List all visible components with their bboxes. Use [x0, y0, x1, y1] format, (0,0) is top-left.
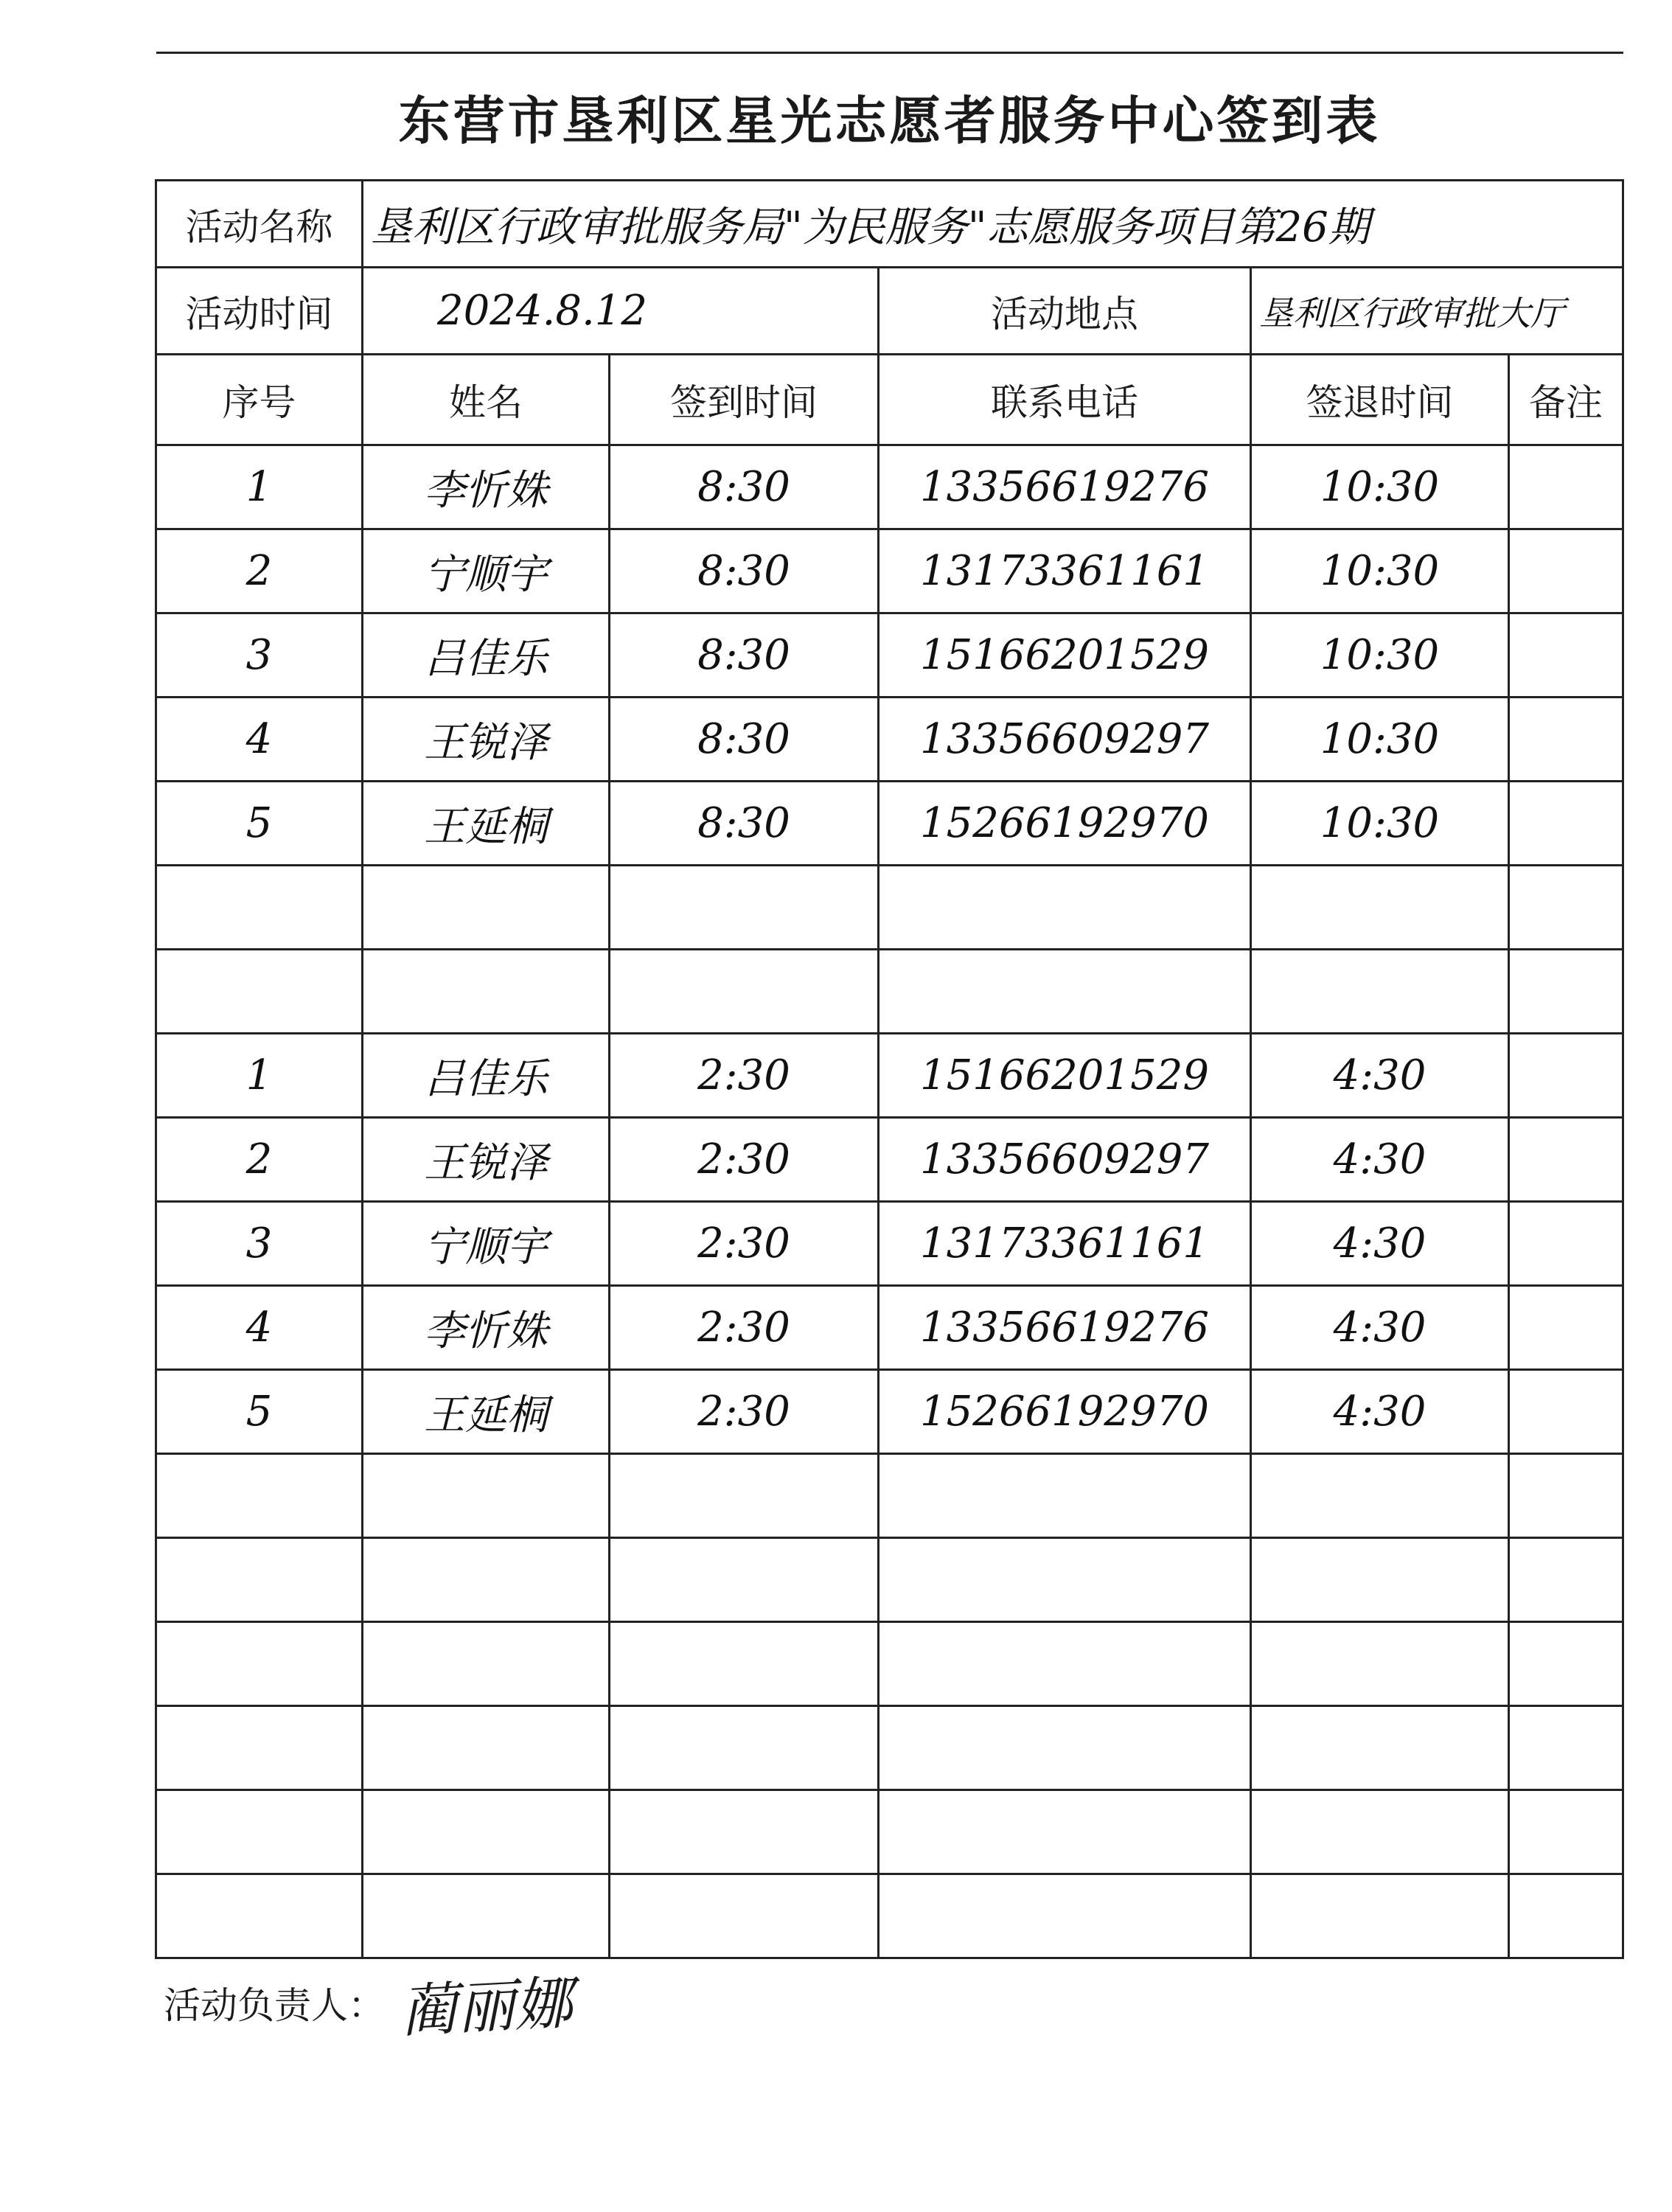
row-number: 4 — [156, 1286, 363, 1370]
row-number: 1 — [156, 445, 363, 529]
row-phone: 13356619276 — [879, 445, 1251, 529]
row-note — [1509, 950, 1623, 1034]
table-row — [156, 529, 1623, 613]
sign-in-sheet — [155, 52, 1622, 1947]
row-sign-in-time: 8:30 — [610, 782, 879, 866]
row-name — [363, 1622, 610, 1706]
row-phone: 13173361161 — [879, 1202, 1251, 1286]
column-header: 备注 — [1509, 355, 1623, 445]
row-sign-in-time: 8:30 — [610, 529, 879, 613]
table-row — [156, 1538, 1623, 1622]
row-phone: 13356609297 — [879, 1118, 1251, 1202]
row-number — [156, 1706, 363, 1790]
row-number: 5 — [156, 782, 363, 866]
row-sign-in-time: 8:30 — [610, 613, 879, 698]
row-sign-in-time: 2:30 — [610, 1118, 879, 1202]
row-phone — [879, 1706, 1251, 1790]
activity-location-value: 垦利区行政审批大厅 — [1251, 268, 1623, 355]
row-sign-out-time — [1251, 1538, 1509, 1622]
row-sign-out-time — [1251, 1706, 1509, 1790]
activity-time-value: 2024.8.12 — [363, 268, 879, 355]
row-sign-out-time: 4:30 — [1251, 1286, 1509, 1370]
row-name: 吕佳乐 — [363, 1034, 610, 1118]
row-note — [1509, 1454, 1623, 1538]
activity-name-label: 活动名称 — [156, 181, 363, 268]
row-phone: 13356609297 — [879, 698, 1251, 782]
row-note — [1509, 1286, 1623, 1370]
row-number — [156, 1790, 363, 1874]
row-name — [363, 866, 610, 950]
table-row — [156, 950, 1623, 1034]
row-sign-out-time: 10:30 — [1251, 698, 1509, 782]
row-name — [363, 1874, 610, 1958]
table-row — [156, 1202, 1623, 1286]
row-sign-out-time — [1251, 1622, 1509, 1706]
row-sign-in-time — [610, 1874, 879, 1958]
row-sign-in-time: 8:30 — [610, 698, 879, 782]
row-phone — [879, 1874, 1251, 1958]
row-number: 5 — [156, 1370, 363, 1454]
row-name: 王锐泽 — [363, 1118, 610, 1202]
table-row — [156, 866, 1623, 950]
row-name: 王延桐 — [363, 1370, 610, 1454]
row-note — [1509, 445, 1623, 529]
row-sign-in-time — [610, 866, 879, 950]
row-number — [156, 1454, 363, 1538]
row-name: 李忻姝 — [363, 1286, 610, 1370]
table-row — [156, 1286, 1623, 1370]
table-row — [156, 1370, 1623, 1454]
row-name: 王锐泽 — [363, 698, 610, 782]
row-note — [1509, 1706, 1623, 1790]
row-phone: 15266192970 — [879, 1370, 1251, 1454]
row-number — [156, 1538, 363, 1622]
row-number — [156, 950, 363, 1034]
row-phone — [879, 950, 1251, 1034]
row-name — [363, 1706, 610, 1790]
table-row — [156, 1118, 1623, 1202]
responsible-person-signature: 蔺丽娜 — [398, 1969, 574, 2046]
row-note — [1509, 1118, 1623, 1202]
row-note — [1509, 782, 1623, 866]
sign-in-table — [155, 52, 1624, 1959]
activity-location-label: 活动地点 — [879, 268, 1251, 355]
row-sign-out-time — [1251, 866, 1509, 950]
responsible-person-label: 活动负责人： — [164, 1984, 385, 2027]
row-note — [1509, 1370, 1623, 1454]
row-name: 王延桐 — [363, 782, 610, 866]
row-name: 宁顺宇 — [363, 1202, 610, 1286]
row-sign-out-time — [1251, 1874, 1509, 1958]
column-header: 姓名 — [363, 355, 610, 445]
row-number — [156, 866, 363, 950]
row-phone — [879, 1622, 1251, 1706]
row-phone: 15166201529 — [879, 1034, 1251, 1118]
row-phone — [879, 1790, 1251, 1874]
row-note — [1509, 1622, 1623, 1706]
row-note — [1509, 1538, 1623, 1622]
row-name — [363, 1454, 610, 1538]
row-note — [1509, 698, 1623, 782]
column-header: 签退时间 — [1251, 355, 1509, 445]
row-sign-out-time: 10:30 — [1251, 613, 1509, 698]
row-number: 2 — [156, 529, 363, 613]
row-note — [1509, 1790, 1623, 1874]
row-note — [1509, 866, 1623, 950]
row-phone: 15266192970 — [879, 782, 1251, 866]
row-number — [156, 1874, 363, 1958]
row-sign-out-time — [1251, 1454, 1509, 1538]
row-name: 李忻姝 — [363, 445, 610, 529]
row-phone: 15166201529 — [879, 613, 1251, 698]
row-name: 宁顺宇 — [363, 529, 610, 613]
row-note — [1509, 529, 1623, 613]
page-title: 东营市垦利区星光志愿者服务中心签到表 — [156, 53, 1623, 181]
table-row — [156, 613, 1623, 698]
table-row — [156, 1622, 1623, 1706]
table-row — [156, 782, 1623, 866]
row-sign-out-time: 10:30 — [1251, 782, 1509, 866]
table-row — [156, 1454, 1623, 1538]
row-phone: 13356619276 — [879, 1286, 1251, 1370]
row-name — [363, 1538, 610, 1622]
row-sign-in-time — [610, 950, 879, 1034]
row-note — [1509, 1874, 1623, 1958]
table-row — [156, 698, 1623, 782]
row-sign-out-time: 4:30 — [1251, 1202, 1509, 1286]
row-sign-in-time — [610, 1622, 879, 1706]
row-sign-in-time: 2:30 — [610, 1370, 879, 1454]
row-name — [363, 950, 610, 1034]
table-row — [156, 1874, 1623, 1958]
row-phone — [879, 1538, 1251, 1622]
row-sign-out-time: 4:30 — [1251, 1034, 1509, 1118]
column-header: 联系电话 — [879, 355, 1251, 445]
row-sign-out-time: 4:30 — [1251, 1370, 1509, 1454]
activity-time-label: 活动时间 — [156, 268, 363, 355]
footer — [164, 1961, 572, 2044]
row-sign-in-time: 2:30 — [610, 1286, 879, 1370]
row-number: 4 — [156, 698, 363, 782]
row-number: 2 — [156, 1118, 363, 1202]
row-sign-in-time: 8:30 — [610, 445, 879, 529]
column-header: 签到时间 — [610, 355, 879, 445]
activity-name-value: 垦利区行政审批服务局"为民服务"志愿服务项目第26期 — [363, 181, 1623, 268]
row-sign-in-time — [610, 1538, 879, 1622]
row-sign-out-time — [1251, 1790, 1509, 1874]
table-row — [156, 1790, 1623, 1874]
row-sign-out-time: 4:30 — [1251, 1118, 1509, 1202]
row-name — [363, 1790, 610, 1874]
row-sign-out-time: 10:30 — [1251, 529, 1509, 613]
row-note — [1509, 613, 1623, 698]
row-sign-in-time — [610, 1454, 879, 1538]
row-sign-out-time: 10:30 — [1251, 445, 1509, 529]
row-phone — [879, 866, 1251, 950]
table-row — [156, 1706, 1623, 1790]
row-sign-in-time — [610, 1706, 879, 1790]
row-number: 3 — [156, 613, 363, 698]
row-note — [1509, 1202, 1623, 1286]
row-sign-in-time — [610, 1790, 879, 1874]
column-header: 序号 — [156, 355, 363, 445]
row-number: 1 — [156, 1034, 363, 1118]
row-note — [1509, 1034, 1623, 1118]
row-sign-out-time — [1251, 950, 1509, 1034]
row-phone — [879, 1454, 1251, 1538]
row-name: 吕佳乐 — [363, 613, 610, 698]
table-row — [156, 1034, 1623, 1118]
table-row — [156, 445, 1623, 529]
row-number — [156, 1622, 363, 1706]
row-sign-in-time: 2:30 — [610, 1202, 879, 1286]
row-sign-in-time: 2:30 — [610, 1034, 879, 1118]
row-phone: 13173361161 — [879, 529, 1251, 613]
row-number: 3 — [156, 1202, 363, 1286]
